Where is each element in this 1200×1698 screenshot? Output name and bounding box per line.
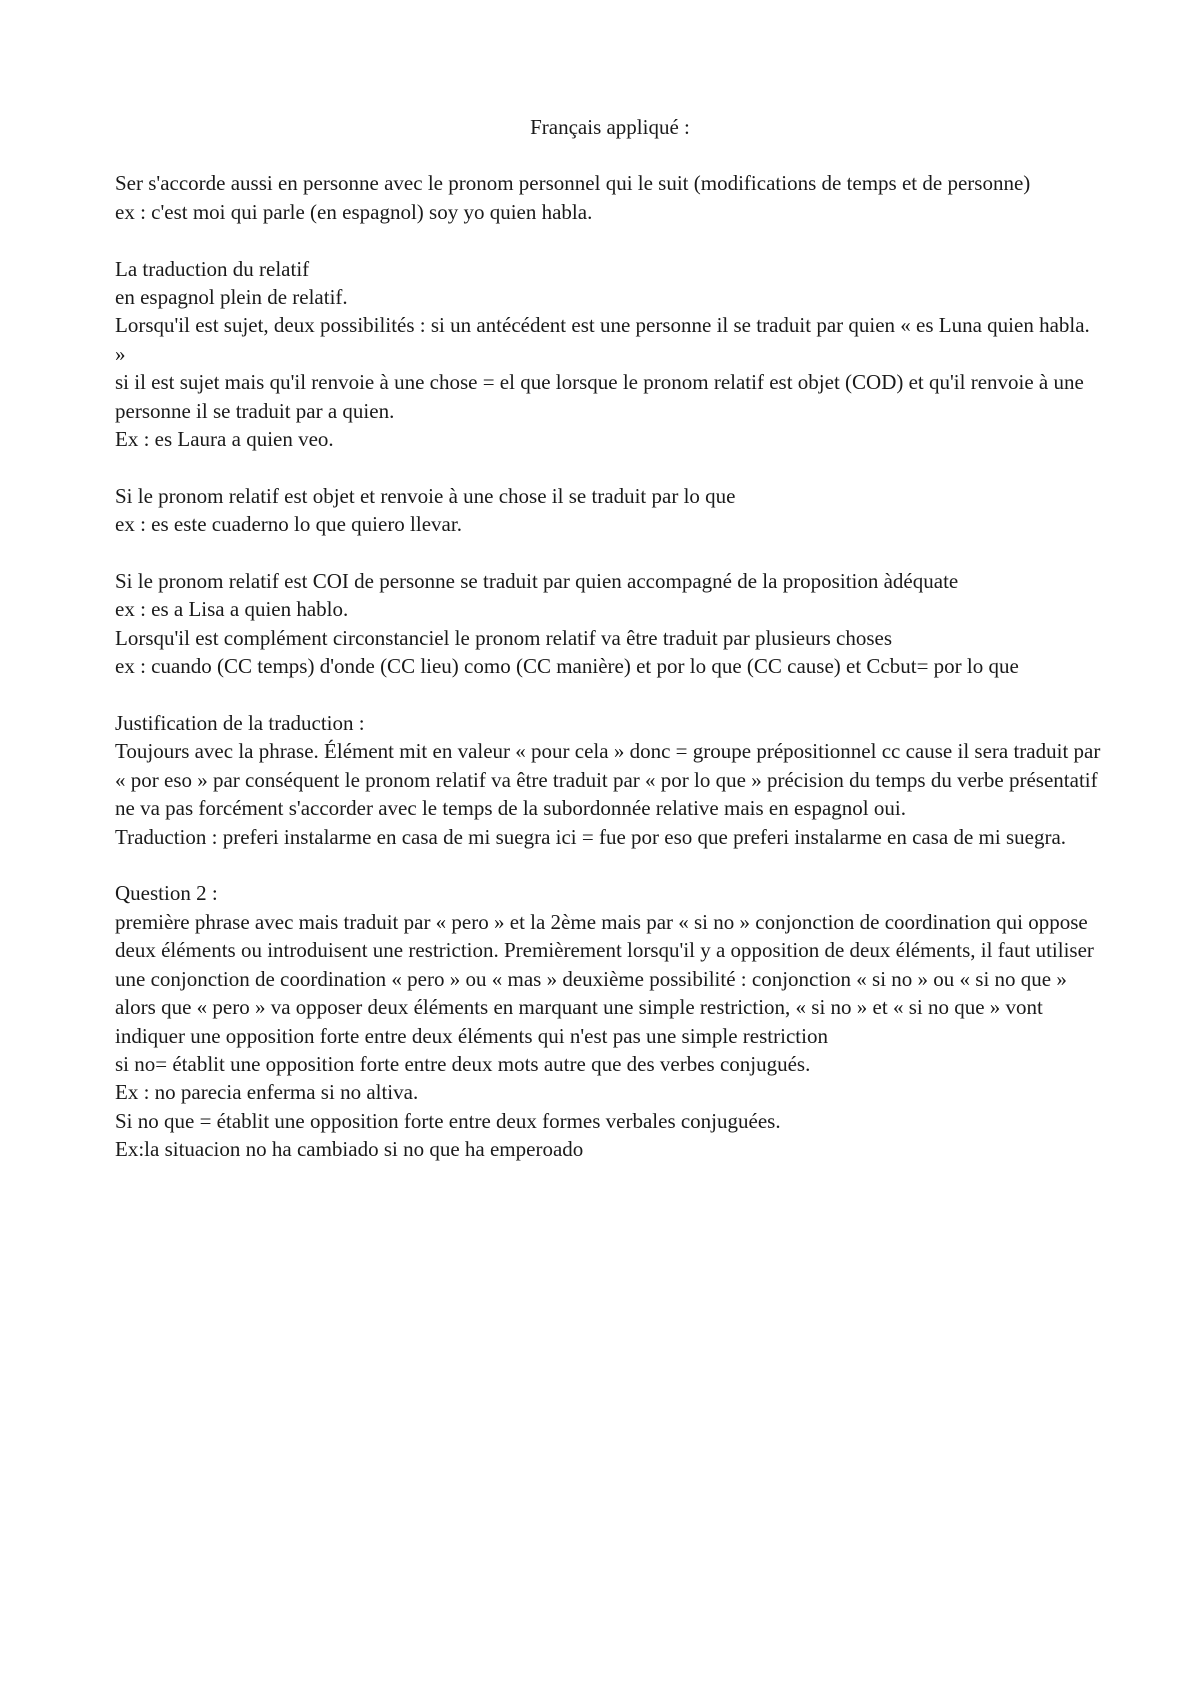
text-line: Traduction : preferi instalarme en casa de mi suegra ici = fue por eso que preferi instalarme en casa de mi suegra. — [115, 824, 1067, 849]
text-line: Justification de la traduction : — [115, 711, 365, 736]
text-line: Ex : no parecia enferma si no altiva. — [115, 1080, 419, 1105]
text-line: alors que « pero » va opposer deux éléments en marquant une simple restriction, « si no » et « si no que » vont indiquer une opposition forte entre deux éléments qui n'est pas une simple restriction — [115, 995, 1043, 1048]
paragraph-relatif-coi — [115, 567, 1105, 681]
text-line: Lorsqu'il est complément circonstanciel le pronom relatif va être traduit par plusieurs choses — [115, 625, 893, 650]
paragraph-justification — [115, 709, 1105, 851]
text-line: ex : es este cuaderno lo que quiero llevar. — [115, 512, 462, 537]
text-line: ex : es a Lisa a quien hablo. — [115, 597, 349, 622]
text-line: si il est sujet mais qu'il renvoie à une chose = el que lorsque le pronom relatif est objet (COD) et qu'il renvoie à une personne il se traduit par a quien. — [115, 370, 1084, 423]
text-line: si no= établit une opposition forte entre deux mots autre que des verbes conjugués. — [115, 1051, 811, 1076]
text-line: Question 2 : — [115, 881, 218, 906]
paragraph-relatif-objet — [115, 482, 1105, 539]
text-line: première phrase avec mais traduit par « pero » et la 2ème mais par « si no » conjonction de coordination qui oppose deux éléments ou introduisent une restriction. Premièrement lorsqu'il y a opposition de deux éléments, il faut utiliser une conjonction de coordination « pero » ou « mas » deuxième possibilité : conjonction « si no » ou « si no que » — [115, 909, 1094, 991]
text-line: Si no que = établit une opposition forte entre deux formes verbales conjuguées. — [115, 1108, 781, 1133]
spacer — [115, 141, 1105, 169]
text-line: Lorsqu'il est sujet, deux possibilités : si un antécédent est une personne il se traduit par quien « es Luna quien habla. » — [115, 313, 1090, 366]
text-line: Ex : es Laura a quien veo. — [115, 427, 334, 452]
text-line: Si le pronom relatif est objet et renvoie à une chose il se traduit par lo que — [115, 483, 736, 508]
text-line: Ex:la situacion no ha cambiado si no que ha emperoado — [115, 1137, 584, 1162]
text-line: Ser s'accorde aussi en personne avec le pronom personnel qui le suit (modifications de temps et de personne) — [115, 171, 1031, 196]
paragraph-question-2 — [115, 879, 1105, 1163]
paragraph-ser-accord — [115, 169, 1105, 226]
document-page — [115, 113, 1105, 1192]
text-line: ex : c'est moi qui parle (en espagnol) soy yo quien habla. — [115, 199, 593, 224]
document-title: Français appliqué : — [530, 115, 690, 139]
paragraph-traduction-relatif — [115, 255, 1105, 454]
text-line: La traduction du relatif — [115, 256, 310, 281]
text-line: en espagnol plein de relatif. — [115, 285, 348, 310]
text-line: Toujours avec la phrase. Élément mit en valeur « pour cela » donc = groupe prépositionnel cc cause il sera traduit par « por eso » par conséquent le pronom relatif va être traduit par « por lo que » précision du temps du verbe présentatif ne va pas forcément s'accorder avec le temps de la subordonnée relative mais en espagnol oui. — [115, 739, 1101, 821]
text-line: ex : cuando (CC temps) d'onde (CC lieu) como (CC manière) et por lo que (CC cause) et Ccbut= por lo que — [115, 654, 1019, 679]
text-line: Si le pronom relatif est COI de personne se traduit par quien accompagné de la proposition àdéquate — [115, 569, 959, 594]
